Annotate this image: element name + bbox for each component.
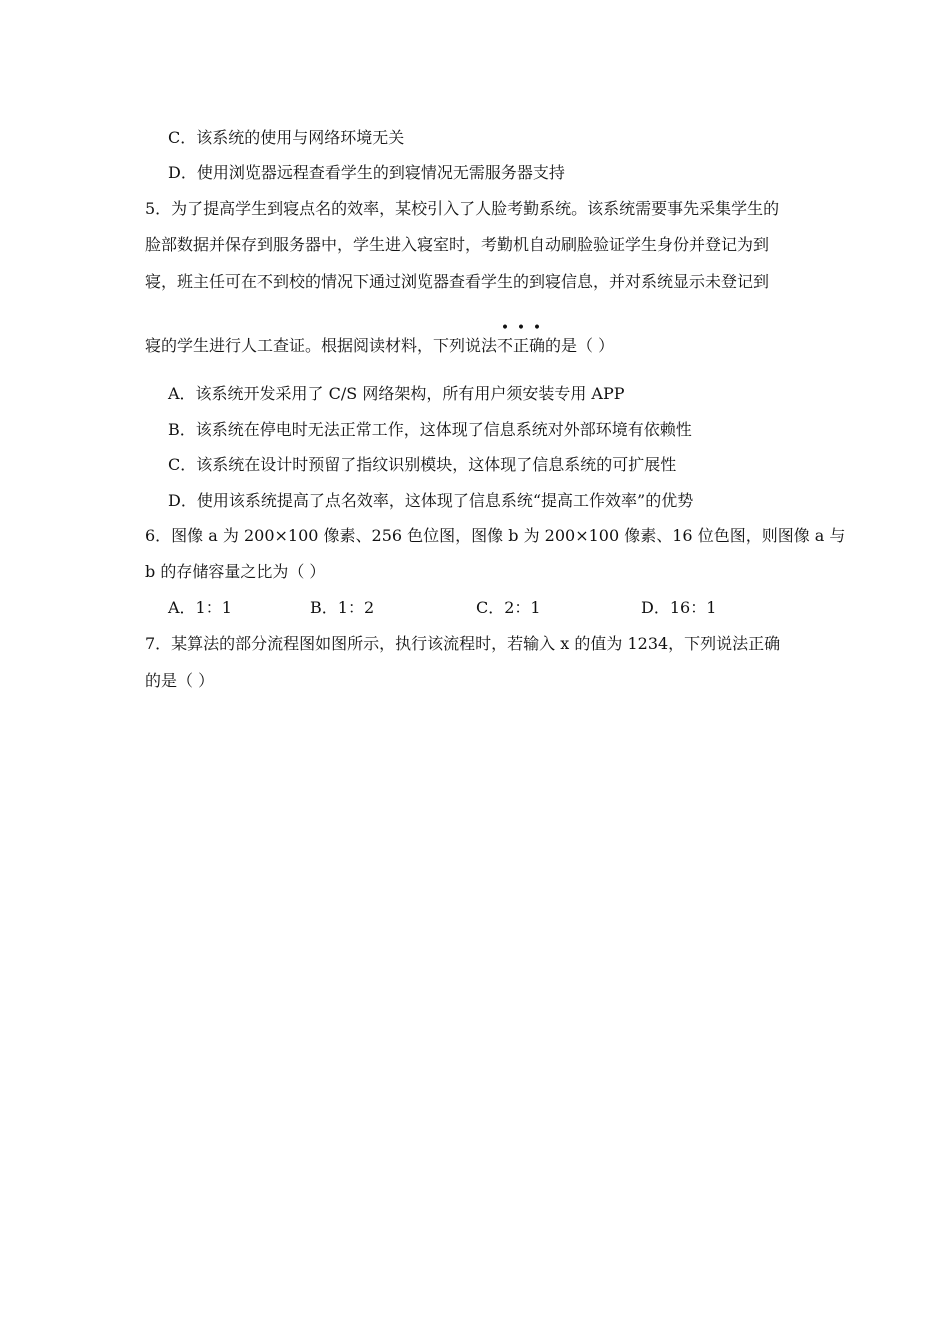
q4-option-d: D．使用浏览器远程查看学生的到寝情况无需服务器支持: [168, 163, 565, 182]
q5-option-c: C．该系统在设计时预留了指纹识别模块，这体现了信息系统的可扩展性: [168, 455, 677, 474]
q7-stem-line-1: 7．某算法的部分流程图如图所示，执行该流程时，若输入 x 的值为 1234，下列说法正确: [145, 634, 781, 653]
q6-option-c: C．2：1: [476, 598, 541, 617]
q6-stem-line-1: 6．图像 a 为 200×100 像素、256 色位图，图像 b 为 200×100 像素、16 位色图，则图像 a 与: [145, 526, 846, 545]
q5-stem-line-4-post: 的是（ ）: [545, 336, 615, 355]
q5-option-d: D．使用该系统提高了点名效率，这体现了信息系统“提高工作效率”的优势: [168, 491, 694, 510]
q7-stem-line-2: 的是（ ）: [145, 671, 215, 690]
q5-option-a: A．该系统开发采用了 C/S 网络架构，所有用户须安装专用 APP: [168, 384, 625, 403]
q6-stem-line-2: b 的存储容量之比为（ ）: [145, 562, 326, 581]
q4-option-c: C．该系统的使用与网络环境无关: [168, 128, 405, 147]
q5-stem-line-4-pre: 寝的学生进行人工查证。根据阅读材料，下列说法: [145, 336, 498, 355]
q6-option-b: B．1：2: [310, 598, 375, 617]
q5-emphasis-text: 不正确: [497, 336, 546, 355]
q5-stem-line-3: 寝，班主任可在不到校的情况下通过浏览器查看学生的到寝信息，并对系统显示未登记到: [145, 272, 770, 291]
q6-option-a: A．1：1: [168, 598, 232, 617]
q5-stem-line-2: 脸部数据并保存到服务器中，学生进入寝室时，考勤机自动刷脸验证学生身份并登记为到: [145, 235, 770, 254]
q5-stem-line-1: 5．为了提高学生到寝点名的效率，某校引入了人脸考勤系统。该系统需要事先采集学生的: [145, 199, 780, 218]
q5-stem-line-4: [145, 320, 615, 356]
emphasis-dots: • • •: [500, 320, 542, 336]
q5-emphasis-not-correct: [497, 320, 546, 355]
q5-option-b: B．该系统在停电时无法正常工作，这体现了信息系统对外部环境有依赖性: [168, 420, 692, 439]
q6-option-d: D．16：1: [641, 598, 717, 617]
